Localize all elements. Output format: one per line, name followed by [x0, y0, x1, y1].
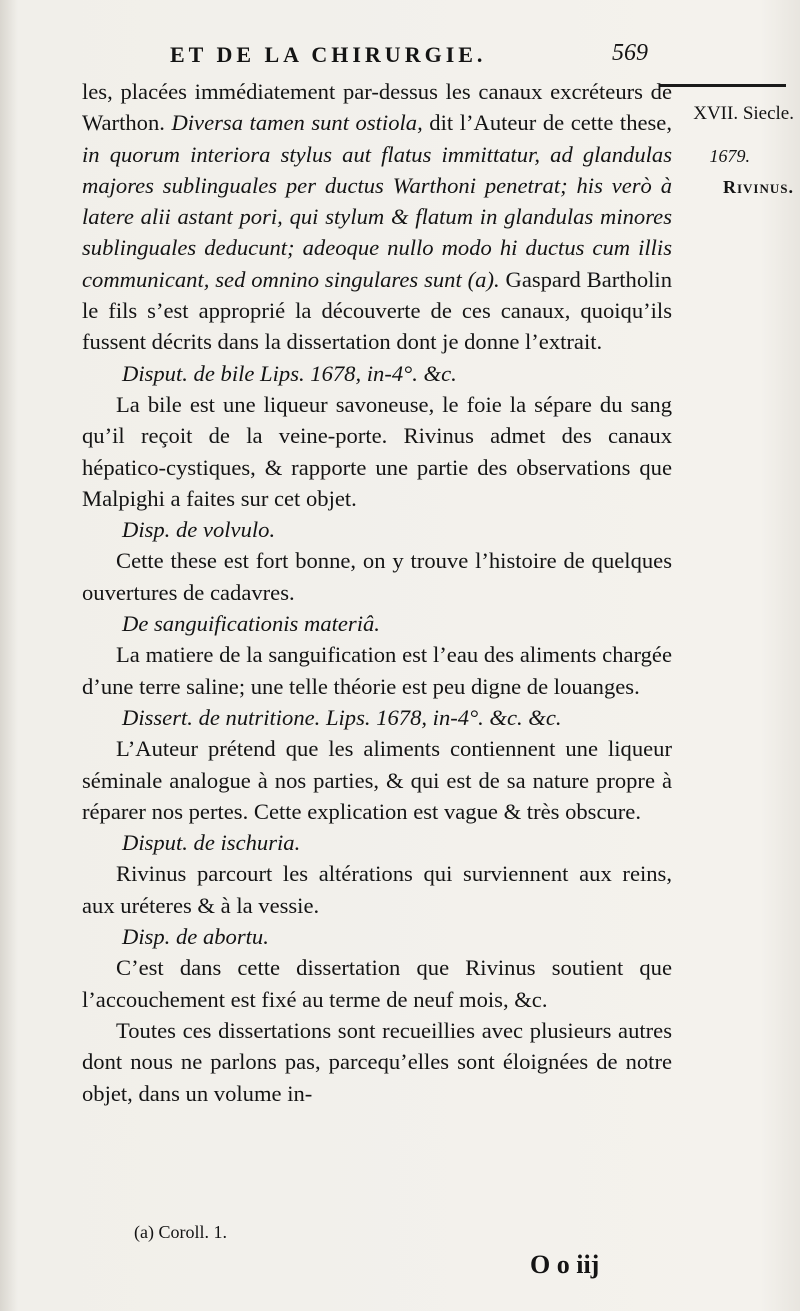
section-body: Rivinus parcourt les altérations qui surviennent aux reins, aux uréteres & à la vessie. — [82, 861, 672, 918]
opening-paragraph — [82, 76, 672, 358]
latin-quote-start: Diversa tamen sunt ostiola, — [171, 110, 423, 136]
opening-conclusion: Gaspard Bartholin le fils s’est approprié la découverte de ces canaux, quoiqu’ils fussent décrits dans la dissertation dont je donne l’extrait. — [82, 266, 673, 355]
opening-text: les, placées immédiatement par-dessus les canaux excréteurs de Warthon. — [82, 79, 672, 136]
section-title: Dissert. de nutritione. Lips. 1678, in-4°. &c. &c. — [122, 704, 562, 730]
header-rule — [660, 84, 786, 87]
margin-note-year: 1679. — [709, 146, 750, 166]
section-title: De sanguificationis materiâ. — [122, 611, 380, 637]
section-body: Cette these est fort bonne, on y trouve l’histoire de quelques ouvertures de cadavres. — [82, 548, 672, 605]
section-title: Disp. de abortu. — [122, 924, 269, 950]
footnote: (a) Coroll. 1. — [134, 1222, 227, 1242]
signature-mark: O o iij — [530, 1250, 600, 1279]
page-number: 569 — [612, 40, 648, 66]
margin-note-century: XVII. Siecle. — [693, 103, 794, 124]
section-title: Disput. de ischuria. — [122, 830, 301, 856]
section-body: L’Auteur prétend que les aliments contiennent une liqueur séminale analogue à nos parties, & qui est de sa nature propre à réparer nos pertes. Cette explication est vague & très obscure. — [82, 736, 672, 824]
latin-quote: in quorum interiora stylus aut flatus immittatur, ad glandulas majores sublinguales per ductus Warthoni penetrat; his verò à latere alii astant pori, qui stylum & flatum in glandulas minores sublinguales deducunt; adeoque nullo modo hi ductus cum illis communicant, sed omnino singulares sunt (a). — [82, 141, 672, 292]
main-text — [82, 76, 672, 1109]
running-title: ET DE LA CHIRURGIE. — [170, 42, 487, 67]
section-body: La bile est une liqueur savoneuse, le foie la sépare du sang qu’il reçoit de la veine-porte. Rivinus admet des canaux hépatico-cystiques, & rapporte une partie des observations que Malpighi a faites sur cet objet. — [82, 391, 672, 511]
section-title: Disp. de volvulo. — [122, 517, 276, 543]
closing-paragraph: Toutes ces dissertations sont recueillies avec plusieurs autres dont nous ne parlons pas, parcequ’elles sont éloignées de notre objet, dans un volume in- — [82, 1017, 672, 1106]
section-body: La matiere de la sanguification est l’eau des aliments chargée d’une terre saline; une telle théorie est peu digne de louanges. — [82, 642, 672, 699]
section-title: Disput. de bile Lips. 1678, in-4°. &c. — [122, 360, 457, 386]
section-body: C’est dans cette dissertation que Rivinus soutient que l’accouchement est fixé au terme de neuf mois, &c. — [82, 955, 672, 1012]
attribution-text: dit l’Auteur de cette these, — [422, 110, 672, 136]
margin-note-author: Rivinus. — [722, 177, 794, 197]
